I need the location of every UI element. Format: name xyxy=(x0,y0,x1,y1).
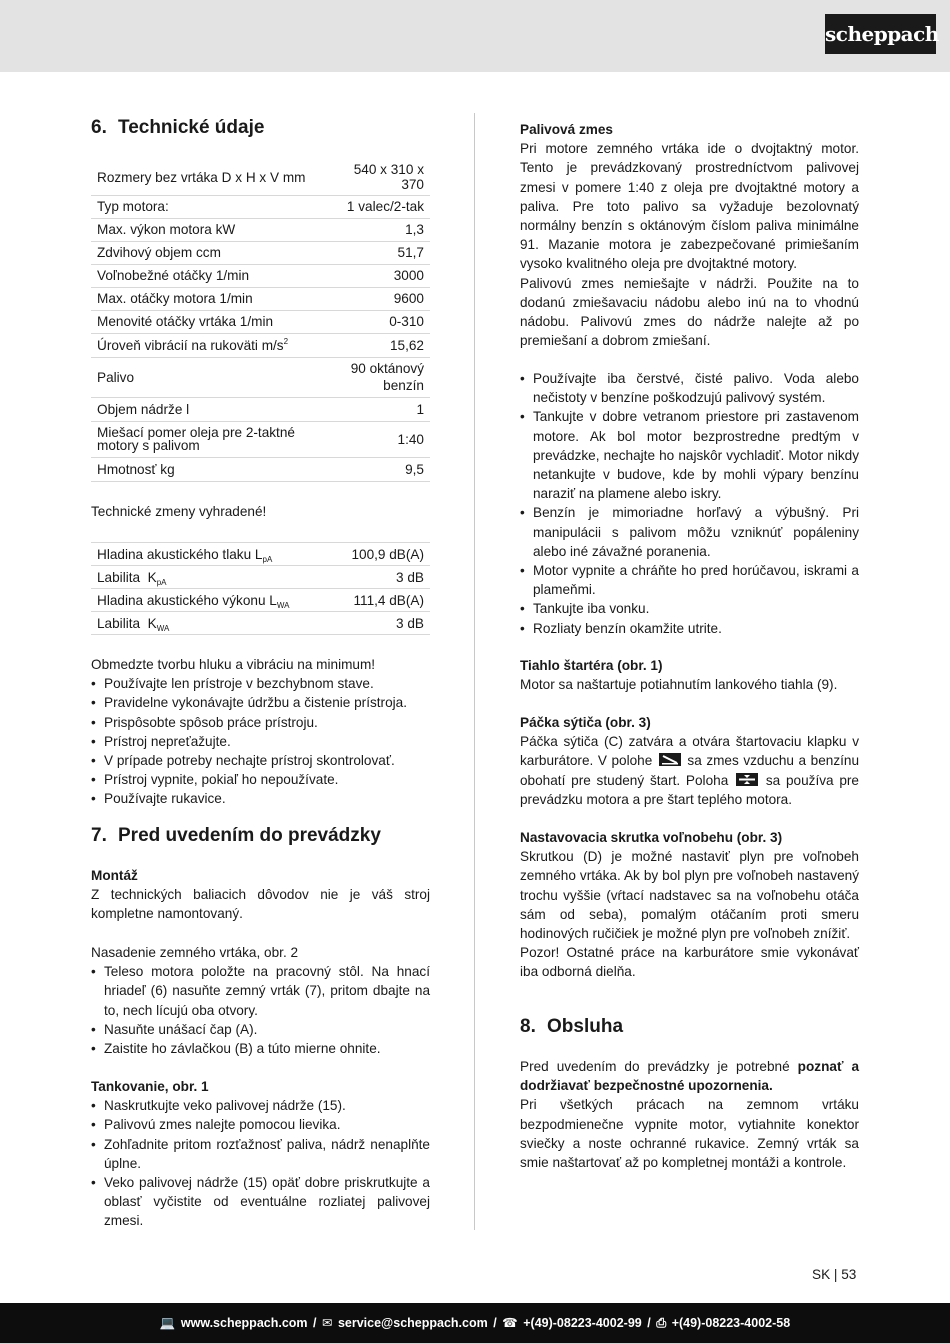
tank-block: Tankovanie, obr. 1 • Naskrutkujte veko palivovej nádrže (15). • Palivovú zmes nalejte pomocou lievika. • Zohľadnite pritom rozťažnosť paliva, nádrž nenaplňte úplne. • Veko palivovej nádrže (15) opäť dobre priskrutkujte a oblasť vyčistite od eventuálne rozliatej palivovej zmesi. xyxy=(91,1077,430,1231)
choke-open-icon xyxy=(736,773,758,786)
list-item: • Prístroj nepreťažujte. xyxy=(91,732,430,751)
minimize-list xyxy=(91,674,430,808)
tank-list xyxy=(91,1096,430,1230)
list-item: • Zohľadnite pritom rozťažnosť paliva, nádrž nenaplňte úplne. xyxy=(91,1135,430,1173)
scheppach-logo: scheppach xyxy=(825,14,936,54)
table-row: Palivo 90 oktánový benzín xyxy=(91,357,430,397)
list-item: • Nasuňte unášací čap (A). xyxy=(91,1020,430,1039)
list-item: • Tankujte iba vonku. xyxy=(520,599,859,618)
email-link[interactable]: service@scheppach.com xyxy=(337,1316,488,1330)
nasadenie-block: Nasadenie zemného vrtáka, obr. 2 • Teleso motora položte na pracovný stôl. Na hnací hriadeľ (6) nasuňte zemný vrták (7), pritom dbajte na to, nech lícujú oba otvory. • Nasuňte unášací čap (A). • Zaistite ho závlačkou (B) a túto mierne ohnite. xyxy=(91,943,430,1058)
footer-bar: 💻 www.scheppach.com / ✉ service@scheppach.com / ☎ +(49)-08223-4002-99 / ⎙ +(49)-08223-4002-58 xyxy=(0,1303,950,1343)
list-item: • Naskrutkujte veko palivovej nádrže (15). xyxy=(91,1096,430,1115)
header-bar xyxy=(0,0,950,72)
table-row: Typ motora: 1 valec/2-tak xyxy=(91,195,430,218)
list-item: • Benzín je mimoriadne horľavý a výbušný. Pri manipulácii s palivom môžu vzniknúť popáleniny alebo iné závažné poranenia. xyxy=(520,503,859,561)
list-item: • Používajte len prístroje v bezchybnom stave. xyxy=(91,674,430,693)
list-item: • Zaistite ho závlačkou (B) a túto mierne ohnite. xyxy=(91,1039,430,1058)
list-item: • Teleso motora položte na pracovný stôl. Na hnací hriadeľ (6) nasuňte zemný vrták (7), pritom dbajte na to, nech lícujú oba otvory. xyxy=(91,962,430,1020)
mail-icon: ✉ xyxy=(321,1316,333,1330)
list-item: • Používajte rukavice. xyxy=(91,789,430,808)
choke-block: Páčka sýtiča (obr. 3) Páčka sýtiča (C) zatvára a otvára štartovaciu klapku v karburátore. V polohe sa zmes vzduchu a benzínu obohatí pre studený štart. Poloha sa používa pre prevádzku motora a pre štart teplého motora. xyxy=(520,715,860,807)
monitor-icon: 💻 xyxy=(159,1316,176,1330)
tech-changes-note: Technické zmeny vyhradené! xyxy=(91,504,267,519)
website-link[interactable]: www.scheppach.com xyxy=(180,1316,308,1330)
table-row: Hmotnosť kg 9,5 xyxy=(91,457,430,481)
table-row: Rozmery bez vrtáka D x H x V mm 540 x 310 x 370 xyxy=(91,160,430,195)
list-item: • Palivovú zmes nalejte pomocou lievika. xyxy=(91,1115,430,1134)
list-item: • Prístroj vypnite, pokiaľ ho nepoužívate. xyxy=(91,770,430,789)
fax-icon: ⎙ xyxy=(656,1316,667,1330)
starter-block: Tiahlo štartéra (obr. 1) Motor sa naštartuje potiahnutím lankového tiahla (9). xyxy=(520,658,838,693)
noise-table xyxy=(91,542,430,635)
page-number: SK | 53 xyxy=(812,1267,857,1282)
montaz-block: Montáž Z technických baliacich dôvodov nie je váš stroj kompletne namontovaný. xyxy=(91,868,430,922)
section-8-heading: 8. Obsluha xyxy=(520,1016,624,1037)
table-row: Úroveň vibrácií na rukoväti $m/s^2$ 15,62 xyxy=(91,333,430,357)
phone-number: +(49)-08223-4002-99 xyxy=(523,1316,642,1330)
fuel-safety-list xyxy=(520,369,859,638)
list-item: • Tankujte v dobre vetranom priestore pri zastavenom motore. Ak bol motor bezprostredne predtým v prevádzke, nechajte ho najskôr vychladiť. Motor nikdy netankujte v budove, kde by mohli výpary benzínu naraziť na plamene alebo iskry. xyxy=(520,407,859,503)
table-row: Zdvihový objem ccm 51,7 xyxy=(91,241,430,264)
list-item: • Veko palivovej nádrže (15) opäť dobre priskrutkujte a oblasť vyčistite od eventuálne rozliatej palivovej zmesi. xyxy=(91,1173,430,1231)
minimize-note: Obmedzte tvorbu hluku a vibráciu na minimum! • Používajte len prístroje v bezchybnom stave. • Pravidelne vykonávajte údržbu a čistenie prístroja. • Prispôsobte spôsob práce prístroju. • Prístroj nepreťažujte. • V prípade potreby nechajte prístroj skontrolovať. • Prístroj vypnite, pokiaľ ho nepoužívate. • Používajte rukavice. xyxy=(91,655,430,809)
column-divider xyxy=(474,113,475,1230)
choke-closed-icon xyxy=(659,753,681,766)
table-row: Max. otáčky motora 1/min 9600 xyxy=(91,287,430,310)
list-item: • Pravidelne vykonávajte údržbu a čistenie prístroja. xyxy=(91,693,430,712)
table-row: Miešací pomer oleja pre 2-taktné motory s palivom 1:40 xyxy=(91,421,430,457)
idle-block: Nastavovacia skrutka voľnobehu (obr. 3) Skrutkou (D) je možné nastaviť plyn pre voľnobeh zemného vrtáka. Ak by bol plyn pre voľnobeh nastavený trochu vyššie (vŕtací nadstavec sa na voľnobehu otáča sám od seba), pomalým otáčaním proti smeru hodinových ručičiek je možné plyn pre voľnobeh znížiť. Pozor! Ostatné práce na karburátore smie vykonávať iba odborná dielňa. xyxy=(520,830,859,980)
table-row: Labilita $K_{pA}$ 3 dB xyxy=(91,566,430,589)
fuel-safety-block xyxy=(520,369,859,638)
table-row: Hladina akustického tlaku $L_{pA}$ 100,9 dB(A) xyxy=(91,543,430,566)
section-6-heading: 6. Technické údaje xyxy=(91,117,265,138)
list-item: • Prispôsobte spôsob práce prístroju. xyxy=(91,713,430,732)
list-item: • Používajte iba čerstvé, čisté palivo. Voda alebo nečistoty v benzíne poškodzujú palivový systém. xyxy=(520,369,859,407)
nasadenie-list xyxy=(91,962,430,1058)
obsluha-block: Pred uvedením do prevádzky je potrebné poznať a dodržiavať bezpečnostné upozornenia. Pri všetkých prácach na zemnom vrtáku bezpodmienečne vypnite motor, vytiahnite konektor sviečky a noste ochranné rukavice. Zemný vrták sa smie naštartovať až po kompletnej montáži a kontrole. xyxy=(520,1059,859,1171)
list-item: • Motor vypnite a chráňte ho pred horúčavou, iskrami a plameňmi. xyxy=(520,561,859,599)
table-row: Menovité otáčky vrtáka 1/min 0-310 xyxy=(91,310,430,333)
table-row: Voľnobežné otáčky 1/min 3000 xyxy=(91,264,430,287)
table-row: Labilita $K_{WA}$ 3 dB xyxy=(91,612,430,635)
spec-table xyxy=(91,160,430,482)
list-item: • Rozliaty benzín okamžite utrite. xyxy=(520,619,859,638)
list-item: • V prípade potreby nechajte prístroj skontrolovať. xyxy=(91,751,430,770)
table-row: Max. výkon motora kW 1,3 xyxy=(91,218,430,241)
table-row: Objem nádrže l 1 xyxy=(91,397,430,421)
table-row: Hladina akustického výkonu $L_{WA}$ 111,4 dB(A) xyxy=(91,589,430,612)
fuel-block: Palivová zmes Pri motore zemného vrtáka ide o dvojtaktný motor. Tento je prevádzkovaný prostredníctvom palivovej zmesi v pomere 1:40 z oleja pre dvojtaktné motory a paliva. Pre toto palivo sa vyžaduje bezolovnatý normálny benzín s oktánovým číslom paliva minimálne 91. Mazanie motora je zabezpečované primiešaním vysoko kvalitného oleja pre dvojtaktné motory. Palivovú zmes nemiešajte v nádrži. Použite na to dodanú zmiešavaciu nádobu alebo inú na to vhodnú nádobu. Palivovú zmes do nádrže nalejte až po premiešaní a dobrom zmiešaní. xyxy=(520,122,859,349)
fax-number: +(49)-08223-4002-58 xyxy=(671,1316,791,1330)
section-7-heading: 7. Pred uvedením do prevádzky xyxy=(91,825,381,846)
phone-icon: ☎ xyxy=(502,1316,518,1330)
